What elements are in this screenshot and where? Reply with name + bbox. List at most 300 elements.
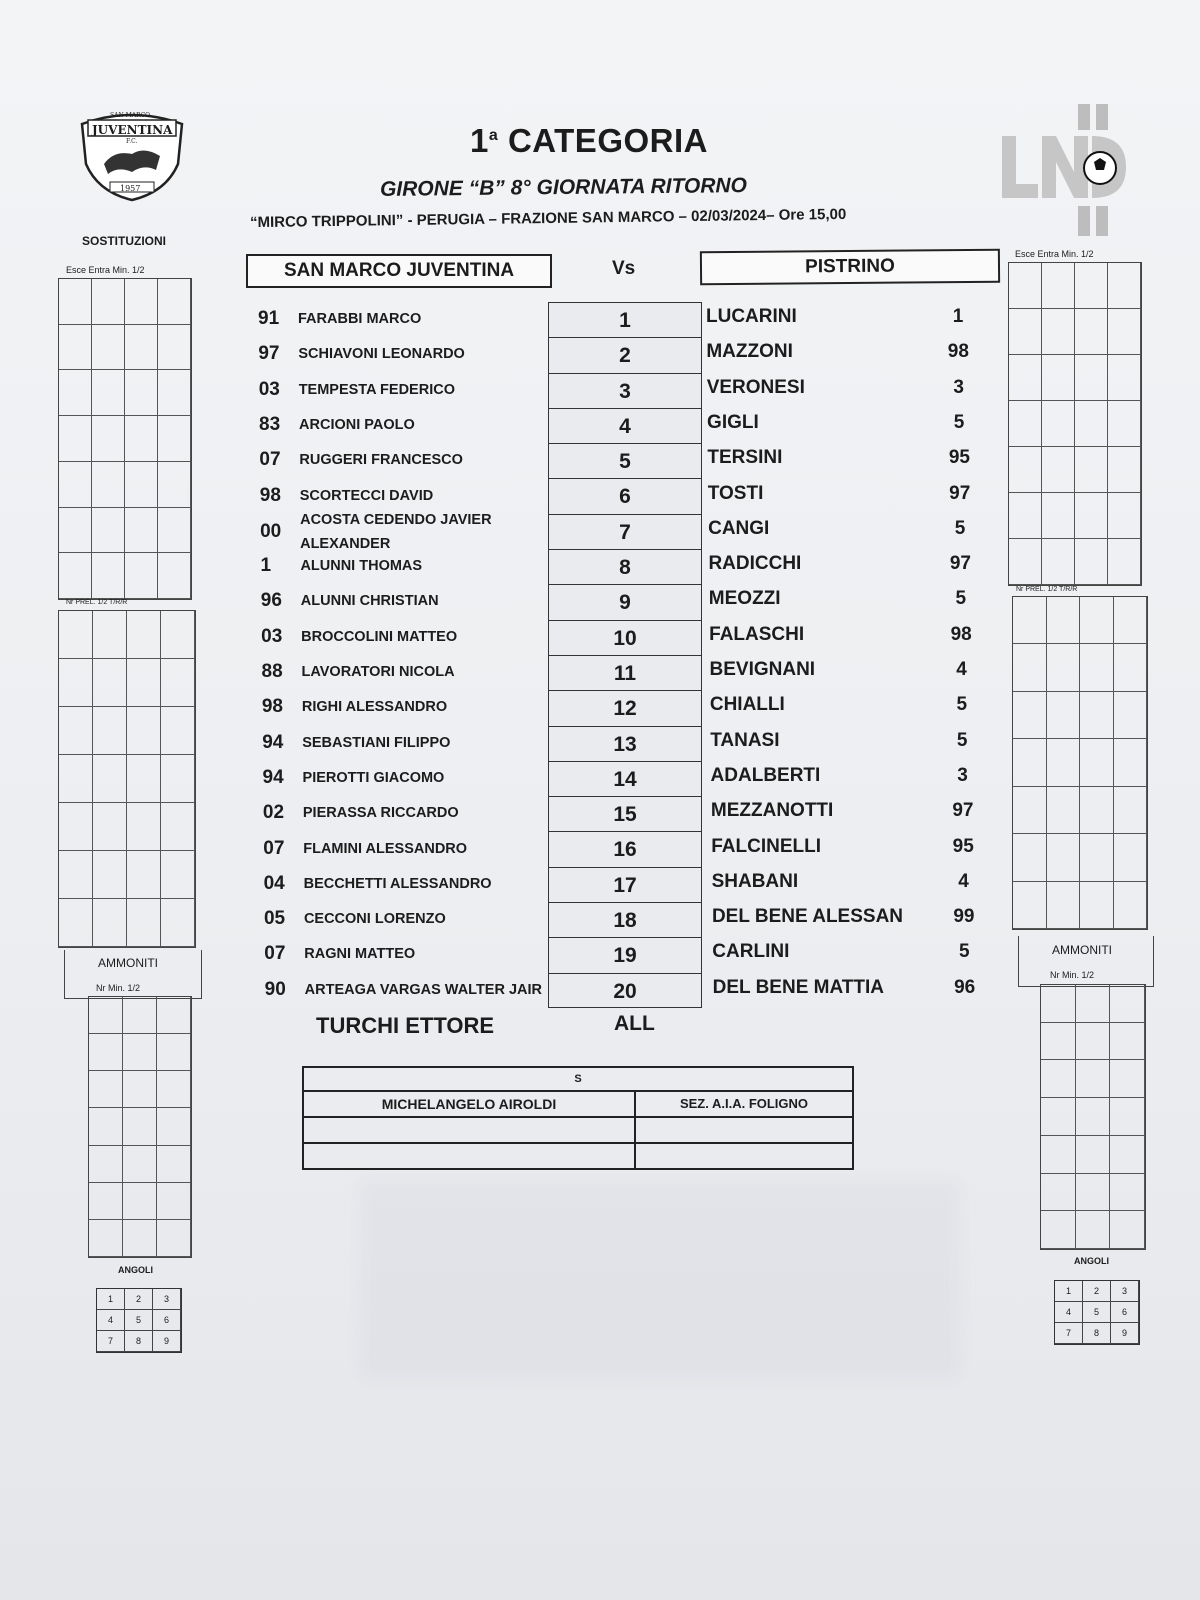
grid-cell <box>1075 263 1108 309</box>
shirt-number-cell: 14 <box>548 761 702 796</box>
away-player-name: DEL BENE ALESSAN <box>711 906 904 928</box>
home-player-name: LAVORATORI NICOLA <box>301 664 455 680</box>
grid-cell <box>1114 834 1148 881</box>
away-player-row <box>707 412 979 434</box>
grid-cell <box>1042 309 1075 355</box>
angoli-cell: 3 <box>1111 1281 1139 1302</box>
grid-cell <box>1013 644 1047 691</box>
grid-cell <box>158 325 191 371</box>
grid-cell <box>125 462 158 508</box>
grid-cell <box>157 1183 191 1220</box>
grid-cell <box>125 370 158 416</box>
grid-cell <box>157 1071 191 1108</box>
referee-section: SEZ. A.I.A. FOLIGNO <box>679 1096 809 1111</box>
grid-cell <box>1009 447 1042 493</box>
away-player-row <box>712 906 984 928</box>
away-player-name: TERSINI <box>707 447 783 469</box>
grid-cell <box>93 755 127 803</box>
home-player-number: 03 <box>261 625 283 647</box>
home-player-row <box>259 379 455 401</box>
grid-cell <box>89 1071 123 1108</box>
away-player-number: 97 <box>949 553 971 575</box>
grid-cell <box>59 416 92 462</box>
away-player-number: 98 <box>947 341 969 363</box>
away-player-row <box>710 730 982 752</box>
left-reti-columns: Nr PREL. 1/2 T/R/R <box>66 599 128 606</box>
away-player-row <box>711 836 983 858</box>
shirt-number-cell: 18 <box>548 902 702 937</box>
home-player-name: RIGHI ALESSANDRO <box>301 699 448 716</box>
away-player-name: CANGI <box>708 517 770 539</box>
grid-cell <box>92 325 125 371</box>
grid-cell <box>1042 263 1075 309</box>
grid-cell <box>59 899 93 947</box>
grid-cell <box>93 707 127 755</box>
shirt-number-cell: 3 <box>548 373 702 408</box>
away-team-name: PISTRINO <box>700 249 1000 286</box>
grid-cell <box>92 462 125 508</box>
grid-cell <box>1009 493 1042 539</box>
grid-cell <box>1075 355 1108 401</box>
coach-role: ALL <box>614 1012 655 1035</box>
grid-cell <box>1110 1098 1145 1136</box>
home-player-row <box>262 732 450 754</box>
home-player-number: 00 <box>260 520 282 542</box>
home-player-row <box>260 555 422 577</box>
grid-cell <box>59 803 93 851</box>
grid-cell <box>157 1108 191 1145</box>
home-player-row <box>265 979 542 1001</box>
left-ammoniti-columns: Nr Min. 1/2 <box>96 983 141 993</box>
grid-cell <box>1076 1098 1111 1136</box>
grid-cell <box>161 755 195 803</box>
shirt-number-cell: 15 <box>548 796 702 831</box>
home-player-name: BECCHETTI ALESSANDRO <box>303 875 492 892</box>
grid-cell <box>1110 1023 1145 1061</box>
grid-cell <box>1047 692 1081 739</box>
grid-cell <box>125 508 158 554</box>
away-player-row <box>710 694 982 716</box>
grid-cell <box>93 611 127 659</box>
grid-cell <box>92 508 125 554</box>
shirt-number-cell: 1 <box>548 302 702 337</box>
grid-cell <box>123 1146 157 1183</box>
away-player-name: MEZZANOTTI <box>710 800 834 822</box>
referee-name: MICHELANGELO AIROLDI <box>304 1092 636 1116</box>
grid-cell <box>127 899 161 947</box>
grid-cell <box>1108 493 1141 539</box>
page-title <box>470 122 708 160</box>
away-player-name: FALASCHI <box>709 623 805 645</box>
angoli-cell: 5 <box>125 1310 153 1331</box>
grid-cell <box>123 997 157 1034</box>
home-player-row <box>263 767 445 789</box>
away-player-number: 5 <box>956 729 968 751</box>
logo-left-fc-text: F.C. <box>126 138 138 145</box>
grid-cell <box>1108 355 1141 401</box>
away-player-name: MEOZZI <box>708 588 781 610</box>
home-player-name: RUGGERI FRANCESCO <box>299 452 463 469</box>
right-reti-columns: Nr PREL. 1/2 T/R/R <box>1016 586 1078 593</box>
away-player-row <box>709 588 981 610</box>
grid-cell <box>158 279 191 325</box>
grid-cell <box>89 997 123 1034</box>
angoli-cell: 1 <box>97 1289 125 1310</box>
grid-cell <box>1013 882 1047 929</box>
grid-cell <box>93 851 127 899</box>
right-reti-grid <box>1012 596 1148 930</box>
grid-cell <box>127 659 161 707</box>
away-player-row <box>711 800 983 822</box>
coach-name: TURCHI ETTORE <box>316 1013 495 1038</box>
grid-cell <box>1076 1060 1111 1098</box>
grid-cell <box>89 1220 123 1257</box>
home-player-number: 97 <box>258 343 280 365</box>
venue-line: “MIRCO TRIPPOLINI” - PERUGIA – FRAZIONE SAN MARCO – 02/03/2024– Ore 15,00 <box>249 205 847 232</box>
away-player-row <box>708 518 980 540</box>
left-subs-columns: Esce Entra Min. 1/2 <box>66 265 145 275</box>
home-player-row <box>258 308 421 330</box>
grid-cell <box>1041 1060 1076 1098</box>
away-player-row <box>708 553 980 575</box>
grid-cell <box>1110 985 1145 1023</box>
grid-cell <box>1041 1023 1076 1061</box>
title-number: 1 <box>470 122 489 159</box>
away-player-number: 4 <box>958 870 969 892</box>
grid-cell <box>1075 401 1108 447</box>
referee-row <box>304 1092 852 1118</box>
shirt-number-cell: 16 <box>548 831 702 866</box>
home-player-name: PIERASSA RICCARDO <box>302 805 459 822</box>
grid-cell <box>1108 539 1141 585</box>
grid-cell <box>123 1220 157 1257</box>
home-player-number: 05 <box>263 908 286 930</box>
away-player-number: 5 <box>959 941 970 963</box>
home-player-name: ARCIONI PAOLO <box>299 416 415 433</box>
away-player-name: CARLINI <box>712 941 790 963</box>
grid-cell <box>59 462 92 508</box>
vs-label: Vs <box>612 258 636 279</box>
shirt-number-cell: 11 <box>548 655 702 690</box>
away-player-row <box>710 659 982 681</box>
home-player-row <box>264 873 492 895</box>
grid-cell <box>1009 309 1042 355</box>
home-player-name: RAGNI MATTEO <box>304 946 416 963</box>
grid-cell <box>127 755 161 803</box>
home-player-number: 07 <box>263 837 285 859</box>
home-player-number: 07 <box>264 943 286 965</box>
shirt-number-cell: 5 <box>548 443 702 478</box>
grid-cell <box>1041 1098 1076 1136</box>
angoli-cell: 7 <box>97 1331 125 1352</box>
away-player-row <box>712 941 984 963</box>
angoli-cell: 9 <box>1111 1323 1139 1344</box>
angoli-cell: 2 <box>125 1289 153 1310</box>
grid-cell <box>1041 1211 1076 1249</box>
grid-cell <box>1080 644 1114 691</box>
grid-cell <box>123 1071 157 1108</box>
angoli-cell: 3 <box>153 1289 181 1310</box>
away-player-name: BEVIGNANI <box>709 659 816 680</box>
grid-cell <box>1013 787 1047 834</box>
grid-cell <box>158 416 191 462</box>
grid-cell <box>1047 739 1081 786</box>
referee-empty-row <box>304 1144 852 1168</box>
grid-cell <box>127 611 161 659</box>
lnd-logo <box>998 102 1128 242</box>
grid-cell <box>158 462 191 508</box>
grid-cell <box>89 1034 123 1071</box>
away-player-row <box>712 871 984 893</box>
away-player-name: CHIALLI <box>709 694 785 716</box>
home-player-name: TEMPESTA FEDERICO <box>298 381 455 398</box>
grid-cell <box>1110 1174 1145 1212</box>
shirt-number-cell: 9 <box>548 584 702 619</box>
home-player-row <box>263 838 467 860</box>
right-ammoniti-grid <box>1040 984 1146 1250</box>
grid-cell <box>157 1146 191 1183</box>
grid-cell <box>59 659 93 707</box>
title-superscript: a <box>488 127 499 144</box>
title-text: CATEGORIA <box>507 122 708 159</box>
grid-cell <box>1114 692 1148 739</box>
grid-cell <box>1042 401 1075 447</box>
away-player-name: LUCARINI <box>706 306 797 327</box>
grid-cell <box>59 325 92 371</box>
left-substitutions-grid <box>58 278 192 600</box>
grid-cell <box>59 553 92 599</box>
away-player-name: DEL BENE MATTIA <box>712 976 884 998</box>
grid-cell <box>158 508 191 554</box>
away-player-number: 99 <box>953 906 975 928</box>
away-player-row <box>706 341 978 363</box>
away-player-number: 95 <box>948 447 970 469</box>
home-player-number: 90 <box>264 978 286 1000</box>
grid-cell <box>1075 309 1108 355</box>
shirt-number-column <box>548 302 702 1008</box>
grid-cell <box>1075 539 1108 585</box>
grid-cell <box>1041 1174 1076 1212</box>
grid-cell <box>127 803 161 851</box>
left-ammoniti-label: AMMONITI <box>98 956 158 970</box>
home-player-row <box>260 508 510 556</box>
grid-cell <box>158 553 191 599</box>
grid-cell <box>1041 985 1076 1023</box>
grid-cell <box>92 553 125 599</box>
home-player-number: 83 <box>259 413 281 435</box>
grid-cell <box>1114 787 1148 834</box>
grid-cell <box>1047 834 1081 881</box>
home-player-name: ACOSTA CEDENDO JAVIER ALEXANDER <box>300 511 492 552</box>
away-player-number: 5 <box>953 411 965 433</box>
grid-cell <box>125 325 158 371</box>
home-player-row <box>264 908 446 930</box>
home-player-name: BROCCOLINI MATTEO <box>301 628 458 645</box>
angoli-cell: 9 <box>153 1331 181 1352</box>
grid-cell <box>1075 493 1108 539</box>
grid-cell <box>59 508 92 554</box>
home-player-row <box>258 343 465 365</box>
grid-cell <box>161 611 195 659</box>
scan-smudge <box>360 1180 960 1380</box>
away-player-number: 96 <box>954 976 976 998</box>
away-player-name: TOSTI <box>707 482 764 504</box>
grid-cell <box>157 1220 191 1257</box>
home-player-name: FLAMINI ALESSANDRO <box>303 840 468 857</box>
grid-cell <box>59 611 93 659</box>
grid-cell <box>161 659 195 707</box>
grid-cell <box>1041 1136 1076 1174</box>
angoli-cell: 5 <box>1083 1302 1111 1323</box>
grid-cell <box>93 899 127 947</box>
grid-cell <box>1076 1136 1111 1174</box>
away-player-number: 1 <box>952 306 964 327</box>
home-player-number: 96 <box>260 590 282 612</box>
away-player-name: TANASI <box>710 729 780 751</box>
left-angoli-label: ANGOLI <box>118 1265 153 1275</box>
shirt-number-cell: 12 <box>548 690 702 725</box>
away-player-name: GIGLI <box>707 411 759 433</box>
away-player-row <box>707 377 979 399</box>
grid-cell <box>127 851 161 899</box>
grid-cell <box>1075 447 1108 493</box>
home-player-number: 04 <box>263 872 285 894</box>
grid-cell <box>1080 597 1114 644</box>
grid-cell <box>1080 787 1114 834</box>
grid-cell <box>1009 401 1042 447</box>
home-player-number: 98 <box>259 484 281 506</box>
right-substitutions-grid <box>1008 262 1142 586</box>
grid-cell <box>1042 493 1075 539</box>
sostituzioni-label: SOSTITUZIONI <box>82 234 166 248</box>
shirt-number-cell: 20 <box>548 973 702 1008</box>
away-player-row <box>706 306 978 328</box>
grid-cell <box>1114 739 1148 786</box>
away-player-name: RADICCHI <box>708 553 802 575</box>
grid-cell <box>1114 597 1148 644</box>
grid-cell <box>1076 1023 1111 1061</box>
home-player-row <box>263 802 459 824</box>
angoli-cell: 8 <box>1083 1323 1111 1344</box>
shirt-number-cell: 7 <box>548 514 702 549</box>
right-ammoniti-columns: Nr Min. 1/2 <box>1050 970 1095 980</box>
grid-cell <box>1076 1211 1111 1249</box>
away-player-name: FALCINELLI <box>711 835 822 857</box>
grid-cell <box>1047 882 1081 929</box>
grid-cell <box>1114 644 1148 691</box>
grid-cell <box>1047 597 1081 644</box>
right-angoli-label: ANGOLI <box>1074 1256 1109 1266</box>
grid-cell <box>125 416 158 462</box>
grid-cell <box>1042 447 1075 493</box>
home-player-name: SEBASTIANI FILIPPO <box>302 734 451 751</box>
grid-cell <box>1080 834 1114 881</box>
grid-cell <box>1110 1136 1145 1174</box>
angoli-cell: 6 <box>1111 1302 1139 1323</box>
away-player-name: MAZZONI <box>706 341 793 363</box>
away-player-row <box>713 977 985 999</box>
grid-cell <box>1110 1211 1145 1249</box>
angoli-cell: 4 <box>97 1310 125 1331</box>
grid-cell <box>1080 882 1114 929</box>
shirt-number-cell: 13 <box>548 726 702 761</box>
grid-cell <box>92 416 125 462</box>
grid-cell <box>1047 644 1081 691</box>
home-player-row <box>259 449 463 471</box>
home-player-number: 1 <box>260 555 272 577</box>
grid-cell <box>161 803 195 851</box>
grid-cell <box>89 1108 123 1145</box>
grid-cell <box>127 707 161 755</box>
away-player-number: 3 <box>957 764 968 786</box>
shirt-number-cell: 6 <box>548 478 702 513</box>
away-player-number: 4 <box>956 659 967 680</box>
home-player-name: CECCONI LORENZO <box>303 911 446 928</box>
grid-cell <box>157 1034 191 1071</box>
grid-cell <box>89 1183 123 1220</box>
grid-cell <box>1013 739 1047 786</box>
home-player-name: PIEROTTI GIACOMO <box>302 769 445 786</box>
grid-cell <box>158 370 191 416</box>
home-player-row <box>261 590 439 612</box>
home-player-row <box>259 414 415 436</box>
home-player-name: ALUNNI CHRISTIAN <box>300 593 439 610</box>
grid-cell <box>59 279 92 325</box>
grid-cell <box>1076 985 1111 1023</box>
referee-table <box>302 1066 854 1170</box>
grid-cell <box>59 370 92 416</box>
home-player-name: SCORTECCI DAVID <box>299 487 434 504</box>
home-player-row <box>260 485 433 507</box>
away-player-number: 95 <box>952 835 974 857</box>
grid-cell <box>1076 1174 1111 1212</box>
grid-cell <box>1042 355 1075 401</box>
grid-cell <box>1009 539 1042 585</box>
shirt-number-cell: 2 <box>548 337 702 372</box>
away-player-number: 5 <box>954 517 966 539</box>
shirt-number-cell: 17 <box>548 867 702 902</box>
home-player-number: 98 <box>261 696 283 718</box>
shirt-number-cell: 8 <box>548 549 702 584</box>
away-player-number: 98 <box>950 623 972 645</box>
away-player-row <box>707 447 979 469</box>
grid-cell <box>1080 739 1114 786</box>
grid-cell <box>161 707 195 755</box>
grid-cell <box>1114 882 1148 929</box>
home-player-number: 94 <box>262 766 284 788</box>
home-player-name: SCHIAVONI LEONARDO <box>298 346 465 363</box>
subtitle: GIRONE “B” 8° GIORNATA RITORNO <box>379 174 748 201</box>
right-subs-columns: Esce Entra Min. 1/2 <box>1015 249 1094 259</box>
grid-cell <box>59 707 93 755</box>
left-reti-grid <box>58 610 196 948</box>
home-player-row <box>264 943 415 965</box>
grid-cell <box>1013 597 1047 644</box>
home-player-number: 07 <box>259 449 281 471</box>
grid-cell <box>1110 1060 1145 1098</box>
left-angoli-grid <box>96 1288 182 1353</box>
away-player-row <box>711 765 983 787</box>
home-player-number: 03 <box>258 378 280 400</box>
grid-cell <box>93 659 127 707</box>
grid-cell <box>161 851 195 899</box>
away-player-name: SHABANI <box>711 870 799 892</box>
angoli-cell: 2 <box>1083 1281 1111 1302</box>
grid-cell <box>125 553 158 599</box>
grid-cell <box>1009 263 1042 309</box>
grid-cell <box>1108 309 1141 355</box>
home-player-name: FARABBI MARCO <box>298 311 422 327</box>
